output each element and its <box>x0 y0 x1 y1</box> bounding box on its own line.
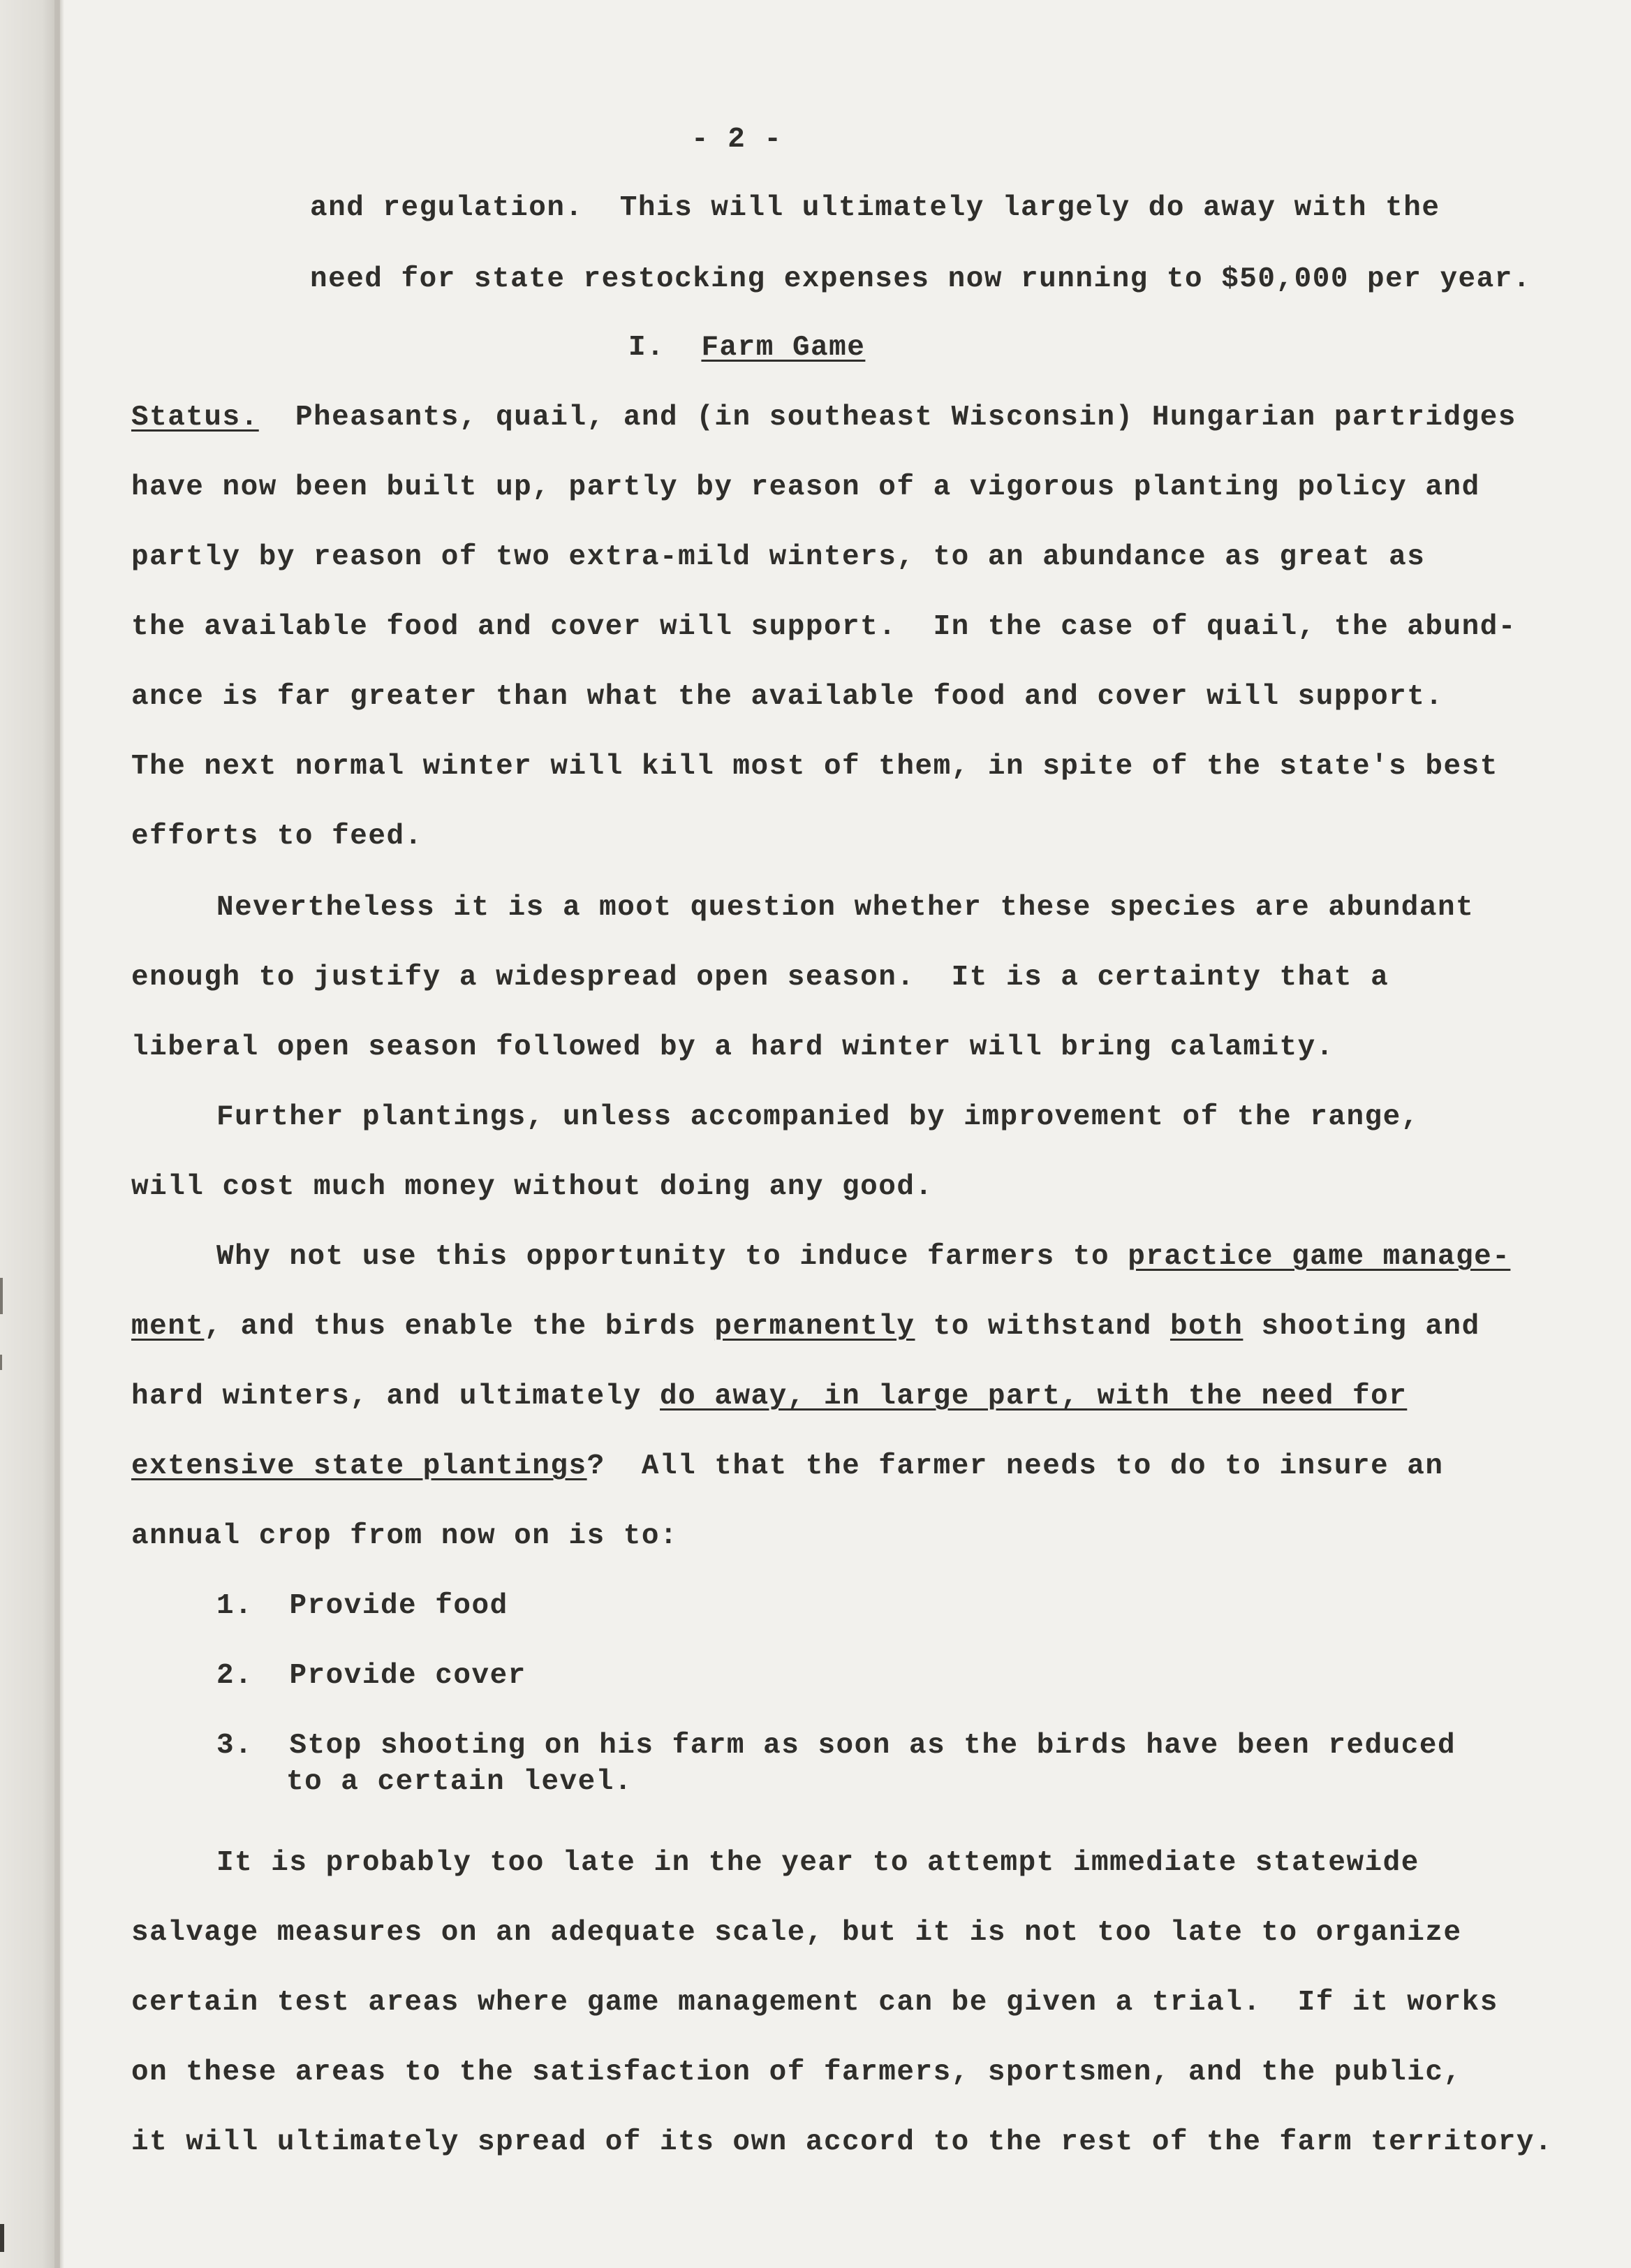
text-line <box>131 1380 1408 1413</box>
text-line: annual crop from now on is to: <box>131 1520 679 1552</box>
text-line <box>131 1452 1444 1481</box>
margin-mark <box>0 2224 4 2252</box>
text-run: hard winters, and ultimately <box>131 1380 660 1413</box>
underlined-text: ment <box>131 1311 205 1343</box>
text-line: need for state restocking expenses now running to $50,000 per year. <box>310 263 1531 295</box>
text-line: Nevertheless it is a moot question whether these species are abundant <box>216 892 1475 924</box>
text-line: salvage measures on an adequate scale, but it is not too late to organize <box>131 1917 1462 1949</box>
text-line <box>131 1313 1480 1341</box>
status-label: Status. <box>131 402 259 434</box>
page-number: - 2 - <box>691 124 783 156</box>
text-line: it will ultimately spread of its own accord to the rest of the farm territory. <box>131 2126 1553 2158</box>
underlined-text: do away, in large part, with the need for <box>660 1380 1408 1413</box>
margin-mark <box>0 1278 3 1314</box>
text-run: shooting and <box>1243 1311 1480 1343</box>
text-run: Pheasants, quail, and (in southeast Wisconsin) Hungarian partridges <box>258 402 1516 434</box>
text-line: ance is far greater than what the available food and cover will support. <box>131 681 1444 713</box>
binding-shadow <box>54 0 60 2268</box>
text-line <box>131 404 1516 432</box>
margin-mark <box>0 1355 2 1370</box>
underlined-text: practice game manage- <box>1128 1241 1511 1273</box>
list-item-continuation: to a certain level. <box>286 1766 633 1798</box>
section-title: Farm Game <box>701 332 866 364</box>
text-line: have now been built up, partly by reason of a vigorous planting policy and <box>131 471 1480 503</box>
underlined-text: both <box>1169 1311 1243 1343</box>
list-text: Provide food <box>289 1590 508 1622</box>
list-item <box>216 1662 526 1691</box>
section-numeral: I. <box>628 332 665 364</box>
text-line: certain test areas where game management can be given a trial. If it works <box>131 1987 1498 2019</box>
text-line: on these areas to the satisfaction of farmers, sportsmen, and the public, <box>131 2056 1462 2089</box>
list-text: Provide cover <box>289 1660 526 1692</box>
underlined-text: extensive state plantings <box>131 1450 587 1482</box>
text-line: efforts to feed. <box>131 820 423 853</box>
list-item <box>216 1732 1456 1760</box>
text-run: to withstand <box>915 1311 1170 1343</box>
text-run: , and thus enable the birds <box>204 1311 715 1343</box>
text-run: Why not use this opportunity to induce farmers to <box>216 1241 1128 1273</box>
text-line: will cost much money without doing any good. <box>131 1171 933 1203</box>
text-line: enough to justify a widespread open season. It is a certainty that a <box>131 962 1389 994</box>
text-line <box>216 1243 1510 1272</box>
text-line: The next normal winter will kill most of them, in spite of the state's best <box>131 751 1498 783</box>
list-item <box>216 1592 508 1621</box>
text-line: partly by reason of two extra-mild winters, to an abundance as great as <box>131 541 1426 573</box>
text-run: ? All that the farmer needs to do to insure an <box>586 1450 1444 1482</box>
list-number: 3. <box>216 1730 253 1762</box>
text-line: It is probably too late in the year to attempt immediate statewide <box>216 1847 1419 1879</box>
list-number: 2. <box>216 1660 253 1692</box>
underlined-text: permanently <box>714 1311 915 1343</box>
text-line: Further plantings, unless accompanied by improvement of the range, <box>216 1101 1419 1133</box>
text-line: liberal open season followed by a hard winter will bring calamity. <box>131 1031 1334 1063</box>
text-line: the available food and cover will support. In the case of quail, the abund- <box>131 611 1516 643</box>
list-number: 1. <box>216 1590 253 1622</box>
text-line: and regulation. This will ultimately largely do away with the <box>310 192 1440 224</box>
list-text: Stop shooting on his farm as soon as the birds have been reduced <box>289 1730 1456 1762</box>
section-heading <box>628 334 865 362</box>
